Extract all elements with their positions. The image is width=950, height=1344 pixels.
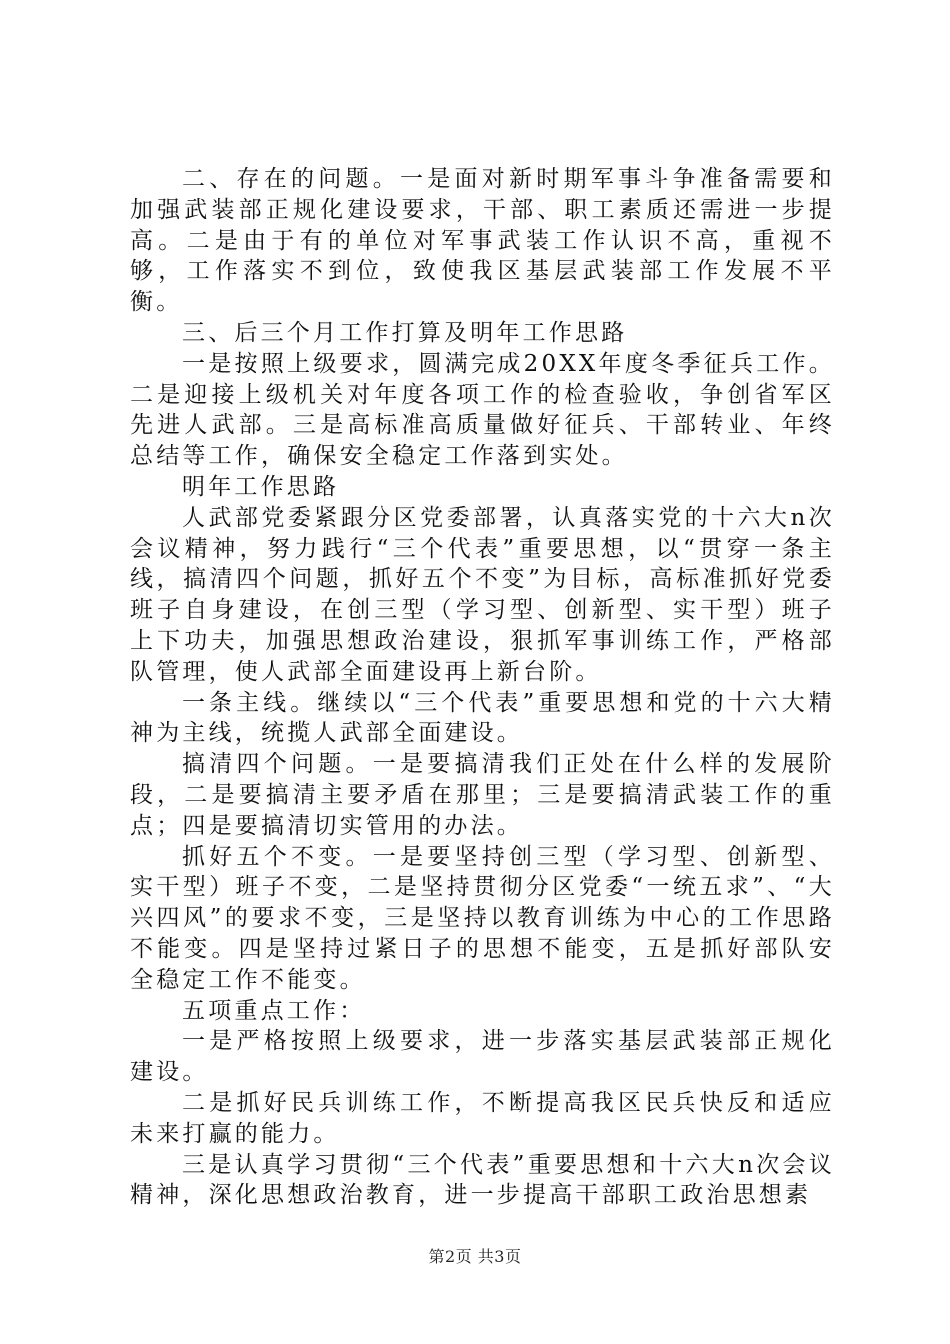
section-heading-next-plans: 三、后三个月工作打算及明年工作思路 [182, 319, 628, 346]
paragraph-one-main-line: 一条主线。继续以“三个代表”重要思想和党的十六大精神为主线，统揽人武部全面建设。 [130, 689, 835, 747]
document-body [130, 164, 835, 1211]
paragraph-task-one: 一是严格按照上级要求，进一步落实基层武装部正规化建设。 [130, 1028, 835, 1086]
paragraph-task-three: 三是认真学习贯彻“三个代表”重要思想和十六大n次会议精神，深化思想政治教育，进一步提高干部职工政治思想素 [130, 1151, 835, 1209]
paragraph-task-two: 二是抓好民兵训练工作，不断提高我区民兵快反和适应未来打赢的能力。 [130, 1089, 835, 1147]
page-footer: 第2页 共3页 [428, 1247, 522, 1266]
subheading-five-key-tasks: 五项重点工作： [182, 997, 366, 1024]
paragraph-party-committee: 人武部党委紧跟分区党委部署，认真落实党的十六大n次会议精神，努力践行“三个代表”重要思想，以“贯穿一条主线，搞清四个问题，抓好五个不变”为目标，高标准抓好党委班子自身建设，在创三型（学习型、创新型、实干型）班子上下功夫，加强思想政治建设，狠抓军事训练工作，严格部队管理，使人武部全面建设再上新台阶。 [130, 504, 835, 685]
subheading-next-year-ideas: 明年工作思路 [182, 473, 340, 500]
paragraph-quarter-plans: 一是按照上级要求，圆满完成20XX年度冬季征兵工作。二是迎接上级机关对年度各项工作的检查验收，争创省军区先进人武部。三是高标准高质量做好征兵、干部转业、年终总结等工作，确保安全稳定工作落到实处。 [130, 350, 835, 470]
paragraph-five-unchanged: 抓好五个不变。一是要坚持创三型（学习型、创新型、实干型）班子不变，二是坚持贯彻分区党委“一统五求”、“大兴四风”的要求不变，三是坚持以教育训练为中心的工作思路不能变。四是坚持过紧日子的思想不能变，五是抓好部队安全稳定工作不能变。 [130, 843, 835, 993]
paragraph-four-questions: 搞清四个问题。一是要搞清我们正处在什么样的发展阶段，二是要搞清主要矛盾在那里；三是要搞清武装工作的重点；四是要搞清切实管用的办法。 [130, 751, 835, 839]
paragraph-existing-problems: 二、存在的问题。一是面对新时期军事斗争准备需要和加强武装部正规化建设要求，干部、职工素质还需进一步提高。二是由于有的单位对军事武装工作认识不高，重视不够，工作落实不到位，致使我区基层武装部工作发展不平衡。 [130, 166, 835, 316]
